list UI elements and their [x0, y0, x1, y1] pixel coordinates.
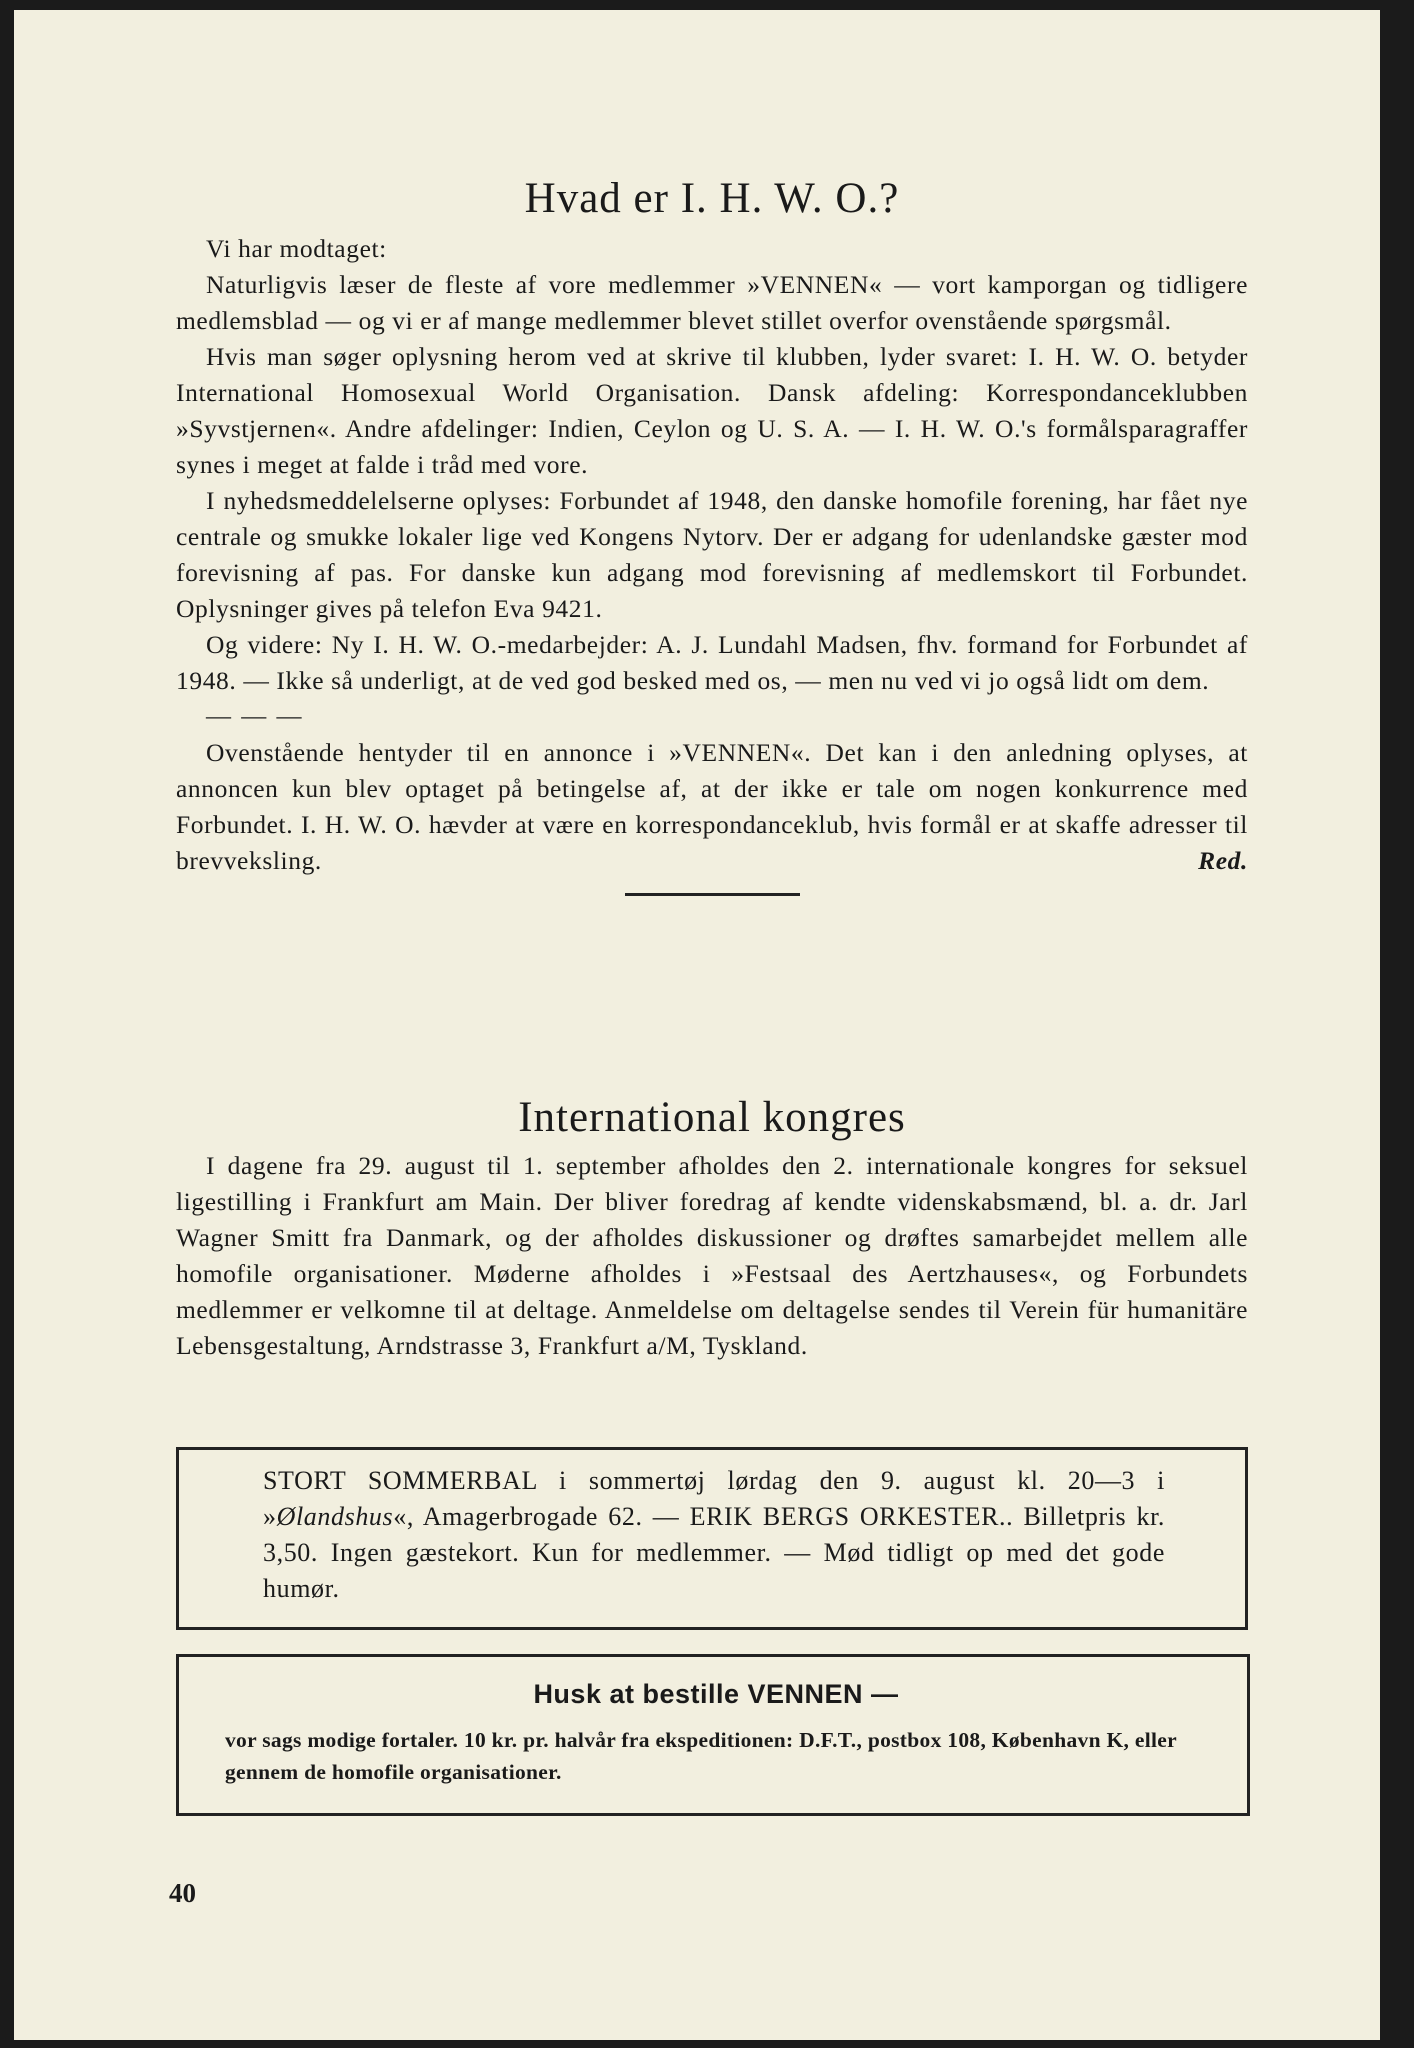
notice-sommerbal: [176, 1447, 1248, 1630]
paragraph: Og videre: Ny I. H. W. O.-medarbejder: A. J. Lundahl Madsen, fhv. formand for Forbundet af 1948. — Ikke så underligt, at de ved god besked med os, — men nu ved vi jo også lidt om dem.: [176, 630, 1248, 695]
separator: — — —: [206, 703, 304, 730]
paragraph: Naturligvis læser de fleste af vore medlemmer »VENNEN« — vort kamporgan og tidligere medlemsblad — og vi er af mange medlemmer blevet stillet overfor ovenstående spørgsmål.: [176, 270, 1248, 335]
paragraph: I dagene fra 29. august til 1. september afholdes den 2. internationale kongres for seksuel ligestilling i Frankfurt am Main. Der bliver foredrag af kendte videnskabsmænd, bl. a. dr. Jarl Wagner Smitt fra Danmark, og der afholdes diskussioner og drøftes samarbejdet mellem alle homofile organisationer. Møderne afholdes i »Festsaal des Aertzhauses«, og Forbundets medlemmer er velkomne til at deltage. Anmeldelse om deltagelse sendes til Verein für humanitäre Lebensgestaltung, Arndstrasse 3, Frankfurt a/M, Tyskland.: [176, 1151, 1248, 1360]
section-divider: [625, 893, 800, 896]
editorial-signature: Red.: [1198, 846, 1248, 875]
paragraph: I nyhedsmeddelelserne oplyses: Forbundet af 1948, den danske homofile forening, har fået nye centrale og smukke lokaler lige ved Kongens Nytorv. Der er adgang for udenlandske gæster mod forevisning af pas. For danske kun adgang mod forevisning af medlemskort til Forbundet. Oplysninger gives på telefon Eva 9421.: [176, 486, 1248, 623]
notice-heading: Husk at bestille VENNEN —: [533, 1679, 899, 1709]
section-kongres: [176, 1093, 1248, 1364]
editorial-note: [176, 735, 1248, 879]
section-title: International kongres: [518, 1094, 906, 1141]
notice-vennen: [176, 1654, 1250, 1816]
notice-text-end: «, Amagerbrogade 62. — ERIK BERGS ORKESTER.. Billetpris kr. 3,50. Ingen gæstekort. Kun for medlemmer. — Mød tidligt op med det gode humør.: [263, 1502, 1165, 1603]
notice-venue: Ølandshus: [276, 1502, 394, 1531]
magazine-page: [14, 10, 1380, 2040]
notice-text-start: STORT SOMMERBAL i sommertøj lørdag den 9. august kl. 20—3 i »: [263, 1466, 1165, 1531]
notice-text: [263, 1463, 1165, 1607]
section-ihwo: [176, 174, 1248, 896]
editorial-text: Ovenstående hentyder til en annonce i »VENNEN«. Det kan i den anledning oplyses, at annoncen kun blev optaget på betingelse af, at der ikke er tale om nogen konkurrence med Forbundet. I. H. W. O. hævder at være en korrespondanceklub, hvis formål er at skaffe adresser til brevveksling.: [176, 738, 1248, 875]
notice-text: vor sags modige fortaler. 10 kr. pr. halvår fra ekspeditionen: D.F.T., postbox 108, København K, eller gennem de homofile organisationer.: [225, 1728, 1177, 1784]
section-title: Hvad er I. H. W. O.?: [524, 175, 900, 222]
page-number: 40: [169, 1878, 196, 1908]
paragraph: Hvis man søger oplysning herom ved at skrive til klubben, lyder svaret: I. H. W. O. betyder International Homosexual World Organisation. Dansk afdeling: Korrespondanceklubben »Syvstjernen«. Andre afdelinger: Indien, Ceylon og U. S. A. — I. H. W. O.'s formålsparagraffer synes i meget at falde i tråd med vore.: [176, 342, 1248, 479]
intro-line: Vi har modtaget:: [206, 234, 387, 263]
